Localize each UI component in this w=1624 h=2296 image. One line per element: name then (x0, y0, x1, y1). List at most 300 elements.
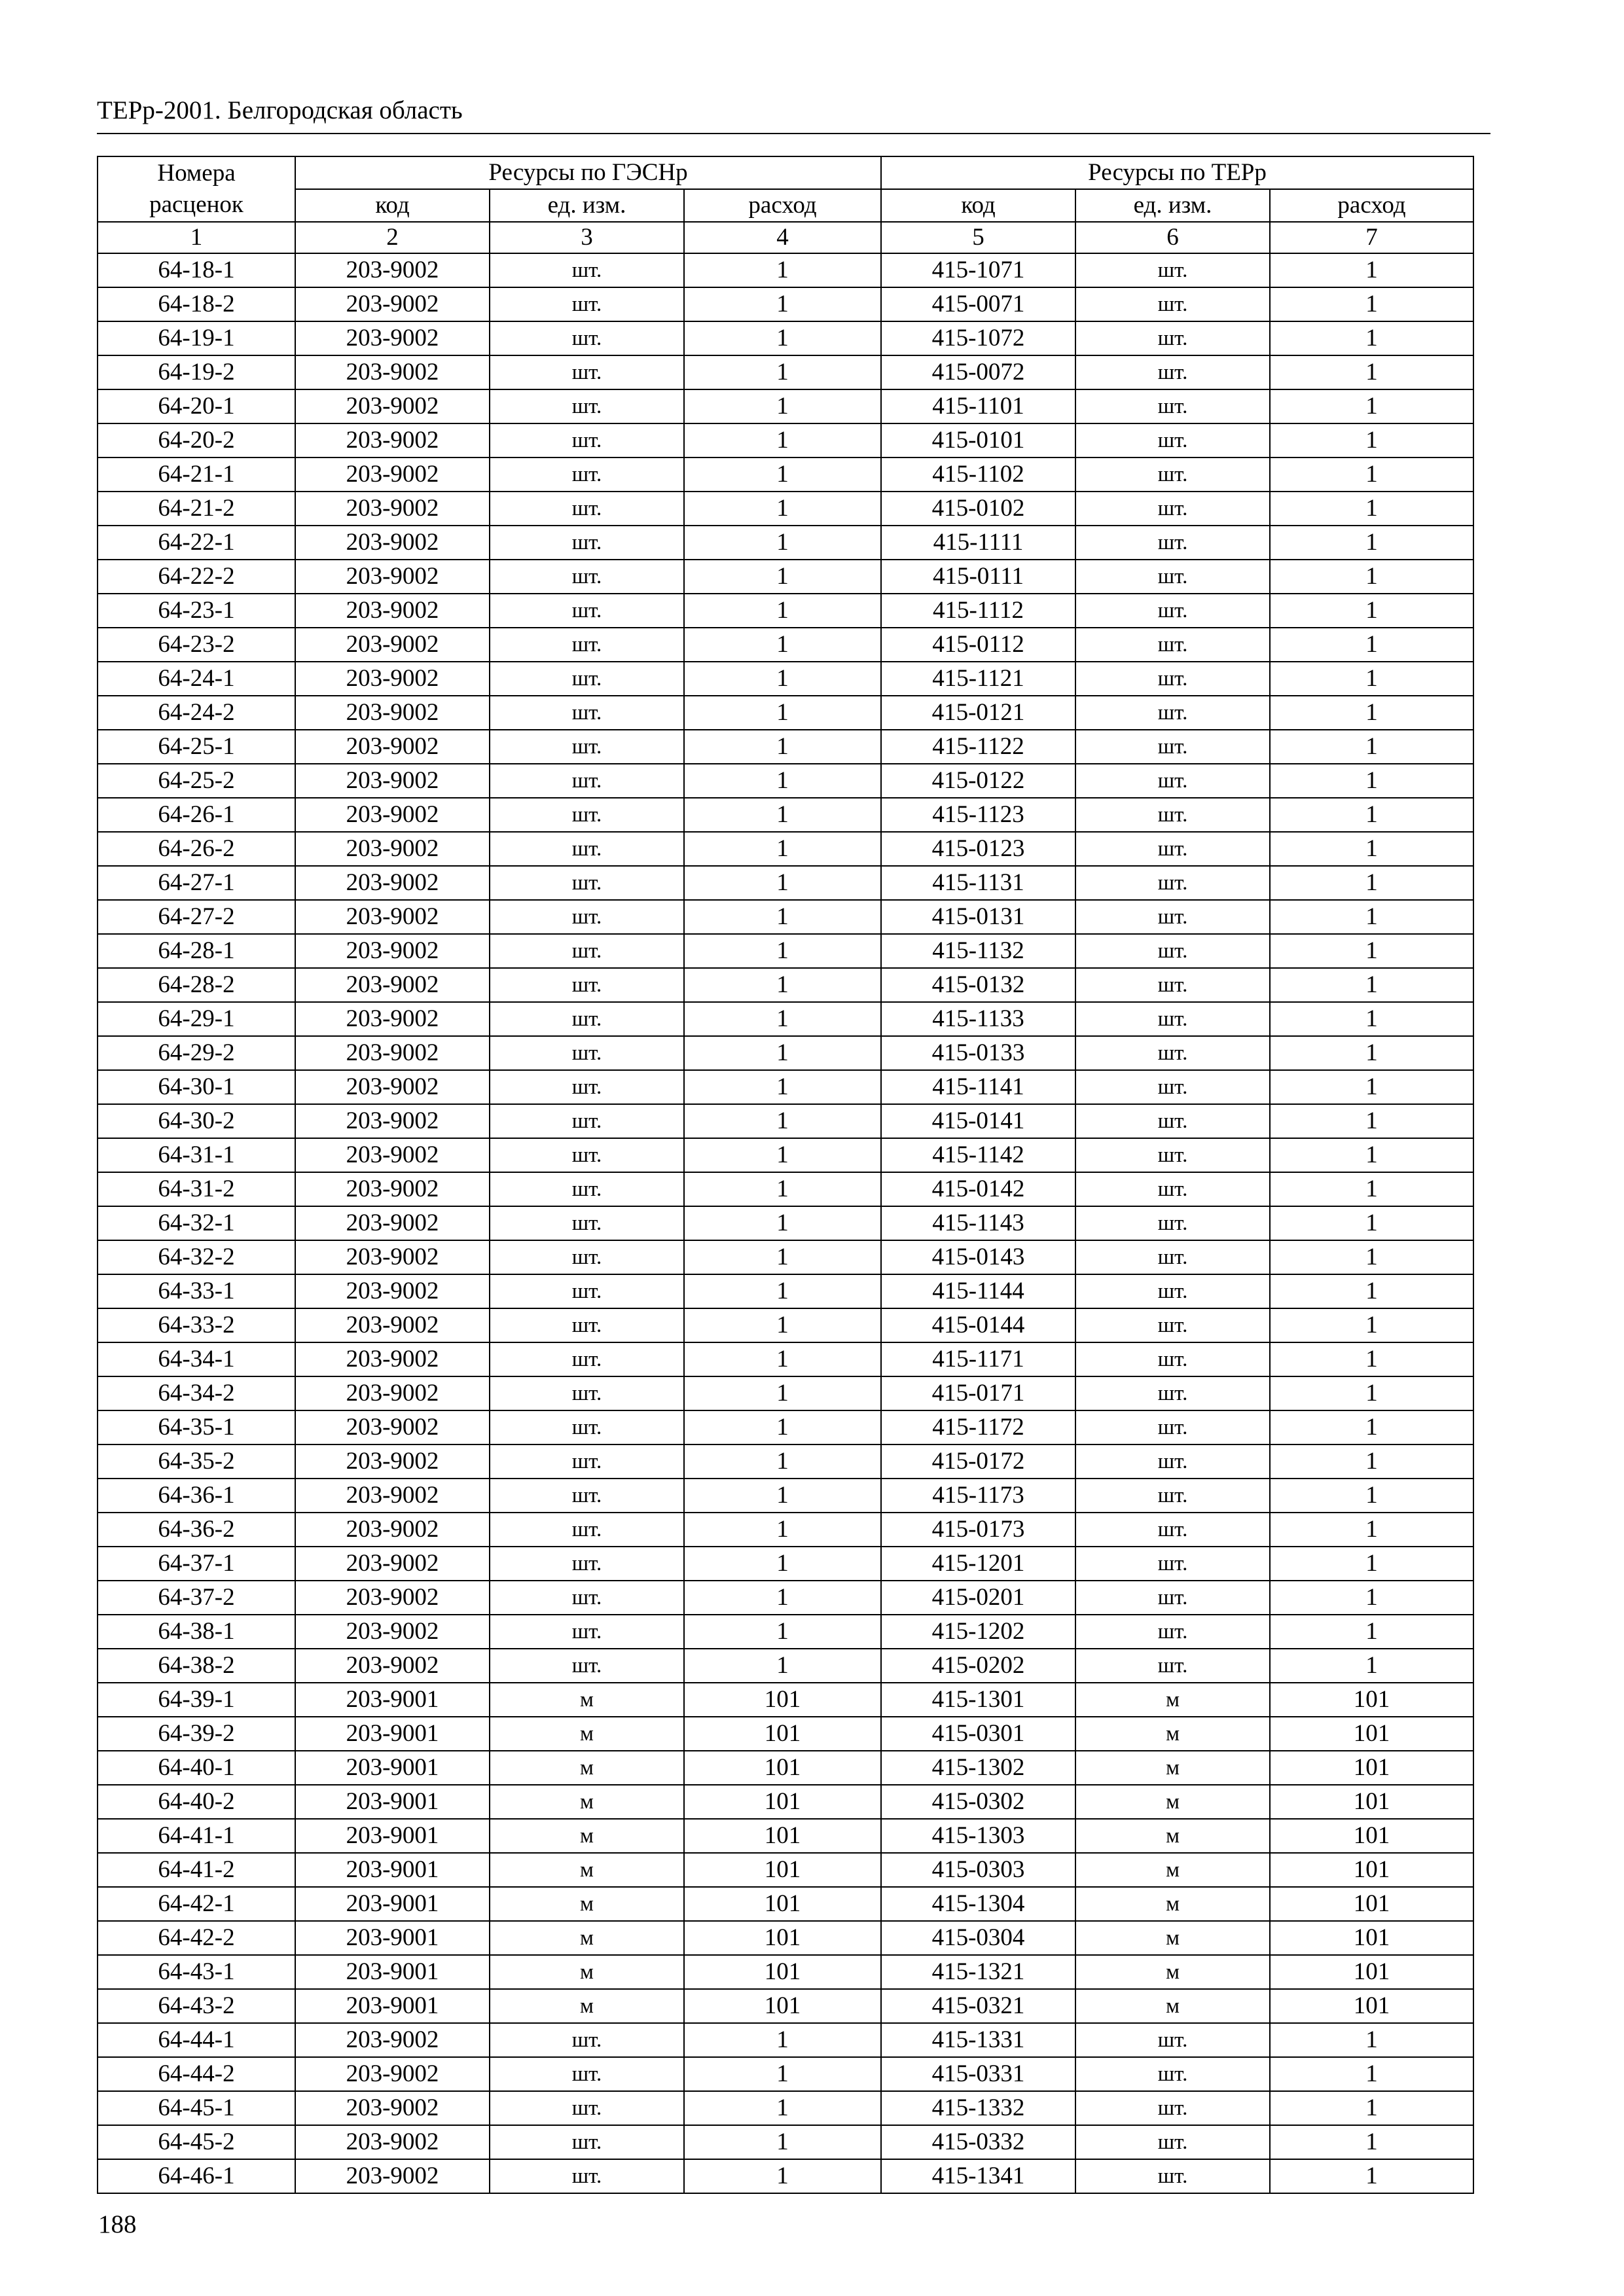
gesnr-code-cell: 203-9001 (295, 1887, 490, 1921)
gesnr-code-cell: 203-9002 (295, 1308, 490, 1342)
terr-unit-cell: шт. (1075, 287, 1270, 321)
rate-number-cell: 64-23-2 (98, 628, 295, 662)
terr-unit-cell: шт. (1075, 764, 1270, 798)
terr-code-cell: 415-0301 (881, 1717, 1075, 1751)
gesnr-unit-cell: шт. (490, 526, 684, 560)
terr-unit-cell: шт. (1075, 1138, 1270, 1172)
gesnr-unit-cell: шт. (490, 1206, 684, 1240)
terr-consumption-cell: 1 (1270, 1036, 1473, 1070)
terr-code-cell: 415-0072 (881, 355, 1075, 389)
gesnr-code-cell: 203-9002 (295, 730, 490, 764)
terr-consumption-cell: 1 (1270, 560, 1473, 594)
rate-number-cell: 64-29-1 (98, 1002, 295, 1036)
gesnr-unit-cell: шт. (490, 1376, 684, 1410)
gesnr-code-cell: 203-9002 (295, 968, 490, 1002)
subheader-terr-unit: ед. изм. (1075, 189, 1270, 222)
terr-unit-cell: м (1075, 1683, 1270, 1717)
terr-consumption-cell: 1 (1270, 1240, 1473, 1274)
gesnr-consumption-cell: 1 (684, 2057, 881, 2091)
terr-consumption-cell: 1 (1270, 1581, 1473, 1615)
terr-unit-cell: шт. (1075, 1649, 1270, 1683)
terr-code-cell: 415-1302 (881, 1751, 1075, 1785)
terr-consumption-cell: 1 (1270, 1070, 1473, 1104)
gesnr-consumption-cell: 101 (684, 1819, 881, 1853)
gesnr-code-cell: 203-9002 (295, 1138, 490, 1172)
terr-unit-cell: шт. (1075, 1342, 1270, 1376)
terr-code-cell: 415-1071 (881, 253, 1075, 287)
terr-consumption-cell: 1 (1270, 253, 1473, 287)
terr-consumption-cell: 1 (1270, 730, 1473, 764)
subheader-gesnr-code: код (295, 189, 490, 222)
gesnr-code-cell: 203-9001 (295, 1989, 490, 2023)
gesnr-unit-cell: шт. (490, 832, 684, 866)
rate-number-cell: 64-42-1 (98, 1887, 295, 1921)
gesnr-consumption-cell: 1 (684, 1649, 881, 1683)
terr-unit-cell: шт. (1075, 1002, 1270, 1036)
terr-code-cell: 415-0123 (881, 832, 1075, 866)
terr-consumption-cell: 1 (1270, 389, 1473, 423)
terr-consumption-cell: 1 (1270, 287, 1473, 321)
gesnr-consumption-cell: 1 (684, 764, 881, 798)
terr-code-cell: 415-1141 (881, 1070, 1075, 1104)
table-row (98, 832, 1473, 866)
gesnr-unit-cell: шт. (490, 866, 684, 900)
table-row (98, 968, 1473, 1002)
gesnr-code-cell: 203-9002 (295, 1104, 490, 1138)
table-row (98, 730, 1473, 764)
terr-consumption-cell: 1 (1270, 355, 1473, 389)
gesnr-consumption-cell: 1 (684, 1138, 881, 1172)
terr-code-cell: 415-1341 (881, 2159, 1075, 2193)
rates-resources-table (97, 156, 1474, 2194)
rate-number-cell: 64-42-2 (98, 1921, 295, 1955)
gesnr-consumption-cell: 101 (684, 1989, 881, 2023)
table-row (98, 1887, 1473, 1921)
table-row (98, 1172, 1473, 1206)
terr-code-cell: 415-0102 (881, 492, 1075, 526)
gesnr-code-cell: 203-9002 (295, 1444, 490, 1479)
gesnr-consumption-cell: 1 (684, 1547, 881, 1581)
gesnr-unit-cell: шт. (490, 1002, 684, 1036)
gesnr-consumption-cell: 1 (684, 900, 881, 934)
gesnr-unit-cell: шт. (490, 968, 684, 1002)
gesnr-code-cell: 203-9001 (295, 1751, 490, 1785)
gesnr-consumption-cell: 1 (684, 1206, 881, 1240)
gesnr-unit-cell: м (490, 1751, 684, 1785)
terr-code-cell: 415-0304 (881, 1921, 1075, 1955)
terr-consumption-cell: 1 (1270, 2057, 1473, 2091)
gesnr-code-cell: 203-9001 (295, 1785, 490, 1819)
column-number: 1 (98, 222, 295, 253)
rate-number-cell: 64-19-2 (98, 355, 295, 389)
terr-unit-cell: шт. (1075, 832, 1270, 866)
gesnr-consumption-cell: 1 (684, 355, 881, 389)
gesnr-code-cell: 203-9002 (295, 696, 490, 730)
terr-consumption-cell: 1 (1270, 1138, 1473, 1172)
rate-number-cell: 64-19-1 (98, 321, 295, 355)
terr-code-cell: 415-1201 (881, 1547, 1075, 1581)
gesnr-unit-cell: шт. (490, 730, 684, 764)
gesnr-consumption-cell: 1 (684, 1376, 881, 1410)
rate-number-cell: 64-45-2 (98, 2125, 295, 2159)
terr-unit-cell: шт. (1075, 1308, 1270, 1342)
gesnr-consumption-cell: 1 (684, 287, 881, 321)
gesnr-code-cell: 203-9002 (295, 423, 490, 457)
column-number: 2 (295, 222, 490, 253)
gesnr-unit-cell: шт. (490, 2023, 684, 2057)
terr-consumption-cell: 1 (1270, 1172, 1473, 1206)
header-row-subcolumns (98, 189, 1473, 222)
terr-consumption-cell: 1 (1270, 1513, 1473, 1547)
table-row (98, 798, 1473, 832)
rate-number-cell: 64-39-2 (98, 1717, 295, 1751)
gesnr-code-cell: 203-9002 (295, 1240, 490, 1274)
gesnr-unit-cell: м (490, 1717, 684, 1751)
table-row (98, 1240, 1473, 1274)
terr-unit-cell: шт. (1075, 1479, 1270, 1513)
terr-code-cell: 415-1332 (881, 2091, 1075, 2125)
gesnr-code-cell: 203-9002 (295, 1172, 490, 1206)
rate-number-cell: 64-27-2 (98, 900, 295, 934)
terr-consumption-cell: 1 (1270, 2125, 1473, 2159)
terr-code-cell: 415-1144 (881, 1274, 1075, 1308)
gesnr-unit-cell: шт. (490, 594, 684, 628)
gesnr-unit-cell: шт. (490, 1615, 684, 1649)
terr-consumption-cell: 1 (1270, 968, 1473, 1002)
rate-number-cell: 64-24-1 (98, 662, 295, 696)
terr-code-cell: 415-1122 (881, 730, 1075, 764)
gesnr-consumption-cell: 101 (684, 1853, 881, 1887)
terr-consumption-cell: 1 (1270, 628, 1473, 662)
terr-code-cell: 415-1133 (881, 1002, 1075, 1036)
table-row (98, 1513, 1473, 1547)
terr-code-cell: 415-0171 (881, 1376, 1075, 1410)
table-row (98, 662, 1473, 696)
rate-number-cell: 64-45-1 (98, 2091, 295, 2125)
terr-unit-cell: м (1075, 1989, 1270, 2023)
gesnr-unit-cell: шт. (490, 1104, 684, 1138)
gesnr-code-cell: 203-9001 (295, 1853, 490, 1887)
gesnr-consumption-cell: 1 (684, 526, 881, 560)
column-number: 3 (490, 222, 684, 253)
terr-unit-cell: шт. (1075, 389, 1270, 423)
gesnr-code-cell: 203-9002 (295, 1479, 490, 1513)
gesnr-consumption-cell: 101 (684, 1683, 881, 1717)
gesnr-unit-cell: шт. (490, 1479, 684, 1513)
rate-numbers-label: Номера расценок (149, 160, 244, 218)
gesnr-unit-cell: шт. (490, 2057, 684, 2091)
rate-number-cell: 64-31-2 (98, 1172, 295, 1206)
table-row (98, 560, 1473, 594)
gesnr-unit-cell: м (490, 1785, 684, 1819)
terr-unit-cell: шт. (1075, 321, 1270, 355)
gesnr-unit-cell: шт. (490, 764, 684, 798)
gesnr-code-cell: 203-9002 (295, 798, 490, 832)
table-row (98, 1308, 1473, 1342)
rate-number-cell: 64-22-1 (98, 526, 295, 560)
terr-unit-cell: шт. (1075, 2125, 1270, 2159)
gesnr-unit-cell: шт. (490, 287, 684, 321)
terr-unit-cell: шт. (1075, 355, 1270, 389)
gesnr-code-cell: 203-9002 (295, 1036, 490, 1070)
terr-consumption-cell: 1 (1270, 492, 1473, 526)
terr-code-cell: 415-1202 (881, 1615, 1075, 1649)
terr-unit-cell: шт. (1075, 1104, 1270, 1138)
terr-consumption-cell: 101 (1270, 1989, 1473, 2023)
gesnr-unit-cell: шт. (490, 1070, 684, 1104)
table-row (98, 1376, 1473, 1410)
terr-unit-cell: шт. (1075, 866, 1270, 900)
rate-number-cell: 64-29-2 (98, 1036, 295, 1070)
terr-code-cell: 415-0143 (881, 1240, 1075, 1274)
table-row (98, 1955, 1473, 1989)
terr-consumption-cell: 101 (1270, 1785, 1473, 1819)
terr-consumption-cell: 1 (1270, 1206, 1473, 1240)
terr-code-cell: 415-0173 (881, 1513, 1075, 1547)
gesnr-unit-cell: шт. (490, 1274, 684, 1308)
rate-number-cell: 64-34-2 (98, 1376, 295, 1410)
rate-number-cell: 64-18-2 (98, 287, 295, 321)
table-body (98, 156, 1473, 2193)
rate-number-cell: 64-38-2 (98, 1649, 295, 1683)
rate-number-cell: 64-32-1 (98, 1206, 295, 1240)
table-row (98, 321, 1473, 355)
table-row (98, 1036, 1473, 1070)
terr-unit-cell: шт. (1075, 628, 1270, 662)
terr-code-cell: 415-1171 (881, 1342, 1075, 1376)
gesnr-code-cell: 203-9002 (295, 900, 490, 934)
terr-code-cell: 415-1123 (881, 798, 1075, 832)
table-row (98, 492, 1473, 526)
terr-unit-cell: шт. (1075, 696, 1270, 730)
gesnr-code-cell: 203-9002 (295, 1376, 490, 1410)
terr-consumption-cell: 1 (1270, 1615, 1473, 1649)
rate-number-cell: 64-34-1 (98, 1342, 295, 1376)
terr-unit-cell: шт. (1075, 1444, 1270, 1479)
gesnr-consumption-cell: 1 (684, 2159, 881, 2193)
terr-code-cell: 415-0071 (881, 287, 1075, 321)
terr-consumption-cell: 1 (1270, 1376, 1473, 1410)
terr-consumption-cell: 1 (1270, 1002, 1473, 1036)
rate-number-cell: 64-26-2 (98, 832, 295, 866)
gesnr-unit-cell: шт. (490, 1513, 684, 1547)
gesnr-consumption-cell: 101 (684, 1887, 881, 1921)
terr-consumption-cell: 1 (1270, 1547, 1473, 1581)
gesnr-unit-cell: м (490, 1819, 684, 1853)
terr-unit-cell: шт. (1075, 1410, 1270, 1444)
gesnr-unit-cell: м (490, 1887, 684, 1921)
rate-number-cell: 64-35-2 (98, 1444, 295, 1479)
terr-code-cell: 415-0303 (881, 1853, 1075, 1887)
table-row (98, 1138, 1473, 1172)
terr-code-cell: 415-0101 (881, 423, 1075, 457)
terr-unit-cell: шт. (1075, 423, 1270, 457)
gesnr-unit-cell: шт. (490, 1036, 684, 1070)
gesnr-unit-cell: шт. (490, 492, 684, 526)
rate-number-cell: 64-33-1 (98, 1274, 295, 1308)
gesnr-code-cell: 203-9001 (295, 1955, 490, 1989)
terr-code-cell: 415-0332 (881, 2125, 1075, 2159)
gesnr-consumption-cell: 1 (684, 1274, 881, 1308)
gesnr-consumption-cell: 1 (684, 1410, 881, 1444)
table-row (98, 1104, 1473, 1138)
gesnr-code-cell: 203-9002 (295, 628, 490, 662)
terr-unit-cell: шт. (1075, 1615, 1270, 1649)
gesnr-consumption-cell: 1 (684, 594, 881, 628)
rate-number-cell: 64-20-2 (98, 423, 295, 457)
gesnr-unit-cell: шт. (490, 2125, 684, 2159)
gesnr-consumption-cell: 1 (684, 457, 881, 492)
terr-code-cell: 415-1304 (881, 1887, 1075, 1921)
gesnr-code-cell: 203-9002 (295, 2125, 490, 2159)
terr-code-cell: 415-1331 (881, 2023, 1075, 2057)
gesnr-consumption-cell: 1 (684, 560, 881, 594)
gesnr-code-cell: 203-9002 (295, 1513, 490, 1547)
table-row (98, 526, 1473, 560)
page-header-title: ТЕРр-2001. Белгородская область (97, 96, 463, 124)
table-row (98, 389, 1473, 423)
table-row (98, 2159, 1473, 2193)
gesnr-consumption-cell: 1 (684, 492, 881, 526)
terr-unit-cell: шт. (1075, 1274, 1270, 1308)
gesnr-unit-cell: шт. (490, 253, 684, 287)
group-header-terr: Ресурсы по ТЕРр (881, 156, 1473, 189)
gesnr-unit-cell: шт. (490, 2159, 684, 2193)
terr-code-cell: 415-1102 (881, 457, 1075, 492)
gesnr-code-cell: 203-9002 (295, 2023, 490, 2057)
terr-unit-cell: м (1075, 1819, 1270, 1853)
table-row (98, 1410, 1473, 1444)
terr-unit-cell: шт. (1075, 560, 1270, 594)
terr-code-cell: 415-0141 (881, 1104, 1075, 1138)
gesnr-consumption-cell: 1 (684, 1615, 881, 1649)
gesnr-unit-cell: шт. (490, 389, 684, 423)
rate-number-cell: 64-30-2 (98, 1104, 295, 1138)
gesnr-consumption-cell: 1 (684, 1342, 881, 1376)
gesnr-code-cell: 203-9001 (295, 1717, 490, 1751)
terr-consumption-cell: 1 (1270, 457, 1473, 492)
terr-code-cell: 415-1303 (881, 1819, 1075, 1853)
terr-unit-cell: шт. (1075, 1206, 1270, 1240)
gesnr-code-cell: 203-9002 (295, 457, 490, 492)
gesnr-consumption-cell: 1 (684, 832, 881, 866)
gesnr-unit-cell: шт. (490, 2091, 684, 2125)
terr-unit-cell: шт. (1075, 1547, 1270, 1581)
terr-code-cell: 415-0133 (881, 1036, 1075, 1070)
terr-consumption-cell: 101 (1270, 1683, 1473, 1717)
gesnr-unit-cell: м (490, 1955, 684, 1989)
gesnr-unit-cell: шт. (490, 355, 684, 389)
terr-consumption-cell: 101 (1270, 1887, 1473, 1921)
terr-code-cell: 415-0321 (881, 1989, 1075, 2023)
column-number-row (98, 222, 1473, 253)
terr-unit-cell: м (1075, 1853, 1270, 1887)
terr-consumption-cell: 1 (1270, 1649, 1473, 1683)
gesnr-unit-cell: м (490, 1683, 684, 1717)
group-header-gesnr: Ресурсы по ГЭСНр (295, 156, 881, 189)
table-row (98, 1819, 1473, 1853)
gesnr-code-cell: 203-9001 (295, 1921, 490, 1955)
gesnr-consumption-cell: 1 (684, 2125, 881, 2159)
rate-number-cell: 64-28-2 (98, 968, 295, 1002)
rate-number-cell: 64-46-1 (98, 2159, 295, 2193)
terr-code-cell: 415-1072 (881, 321, 1075, 355)
gesnr-consumption-cell: 101 (684, 1785, 881, 1819)
terr-unit-cell: шт. (1075, 492, 1270, 526)
table-row (98, 1070, 1473, 1104)
terr-code-cell: 415-0132 (881, 968, 1075, 1002)
terr-unit-cell: шт. (1075, 968, 1270, 1002)
gesnr-consumption-cell: 1 (684, 1002, 881, 1036)
rate-number-cell: 64-30-1 (98, 1070, 295, 1104)
terr-code-cell: 415-0144 (881, 1308, 1075, 1342)
terr-code-cell: 415-1101 (881, 389, 1075, 423)
gesnr-unit-cell: шт. (490, 798, 684, 832)
gesnr-unit-cell: шт. (490, 900, 684, 934)
terr-consumption-cell: 1 (1270, 2091, 1473, 2125)
gesnr-consumption-cell: 1 (684, 730, 881, 764)
terr-unit-cell: шт. (1075, 1581, 1270, 1615)
terr-consumption-cell: 1 (1270, 900, 1473, 934)
terr-unit-cell: шт. (1075, 1240, 1270, 1274)
terr-consumption-cell: 1 (1270, 866, 1473, 900)
gesnr-consumption-cell: 101 (684, 1717, 881, 1751)
rate-number-cell: 64-26-1 (98, 798, 295, 832)
terr-consumption-cell: 1 (1270, 1479, 1473, 1513)
terr-code-cell: 415-0201 (881, 1581, 1075, 1615)
column-number: 7 (1270, 222, 1473, 253)
gesnr-consumption-cell: 1 (684, 423, 881, 457)
rate-number-cell: 64-39-1 (98, 1683, 295, 1717)
column-number: 5 (881, 222, 1075, 253)
table-row (98, 594, 1473, 628)
terr-unit-cell: м (1075, 1717, 1270, 1751)
gesnr-code-cell: 203-9002 (295, 2057, 490, 2091)
table-row (98, 1717, 1473, 1751)
terr-code-cell: 415-0122 (881, 764, 1075, 798)
terr-unit-cell: шт. (1075, 730, 1270, 764)
terr-code-cell: 415-1301 (881, 1683, 1075, 1717)
terr-unit-cell: шт. (1075, 1376, 1270, 1410)
terr-consumption-cell: 101 (1270, 1921, 1473, 1955)
gesnr-unit-cell: шт. (490, 628, 684, 662)
rate-number-cell: 64-20-1 (98, 389, 295, 423)
column-number: 4 (684, 222, 881, 253)
table-row (98, 1479, 1473, 1513)
terr-unit-cell: шт. (1075, 900, 1270, 934)
rate-number-cell: 64-41-2 (98, 1853, 295, 1887)
terr-unit-cell: шт. (1075, 594, 1270, 628)
gesnr-code-cell: 203-9002 (295, 1410, 490, 1444)
gesnr-consumption-cell: 1 (684, 389, 881, 423)
terr-unit-cell: м (1075, 1785, 1270, 1819)
terr-code-cell: 415-0331 (881, 2057, 1075, 2091)
terr-code-cell: 415-1172 (881, 1410, 1075, 1444)
rate-number-cell: 64-37-1 (98, 1547, 295, 1581)
table-row (98, 1581, 1473, 1615)
terr-consumption-cell: 101 (1270, 1751, 1473, 1785)
rate-number-cell: 64-44-1 (98, 2023, 295, 2057)
table-row (98, 2125, 1473, 2159)
gesnr-unit-cell: шт. (490, 934, 684, 968)
gesnr-code-cell: 203-9002 (295, 764, 490, 798)
gesnr-unit-cell: шт. (490, 1547, 684, 1581)
rate-number-cell: 64-24-2 (98, 696, 295, 730)
gesnr-code-cell: 203-9002 (295, 594, 490, 628)
terr-unit-cell: шт. (1075, 253, 1270, 287)
rate-number-cell: 64-33-2 (98, 1308, 295, 1342)
terr-unit-cell: шт. (1075, 1513, 1270, 1547)
